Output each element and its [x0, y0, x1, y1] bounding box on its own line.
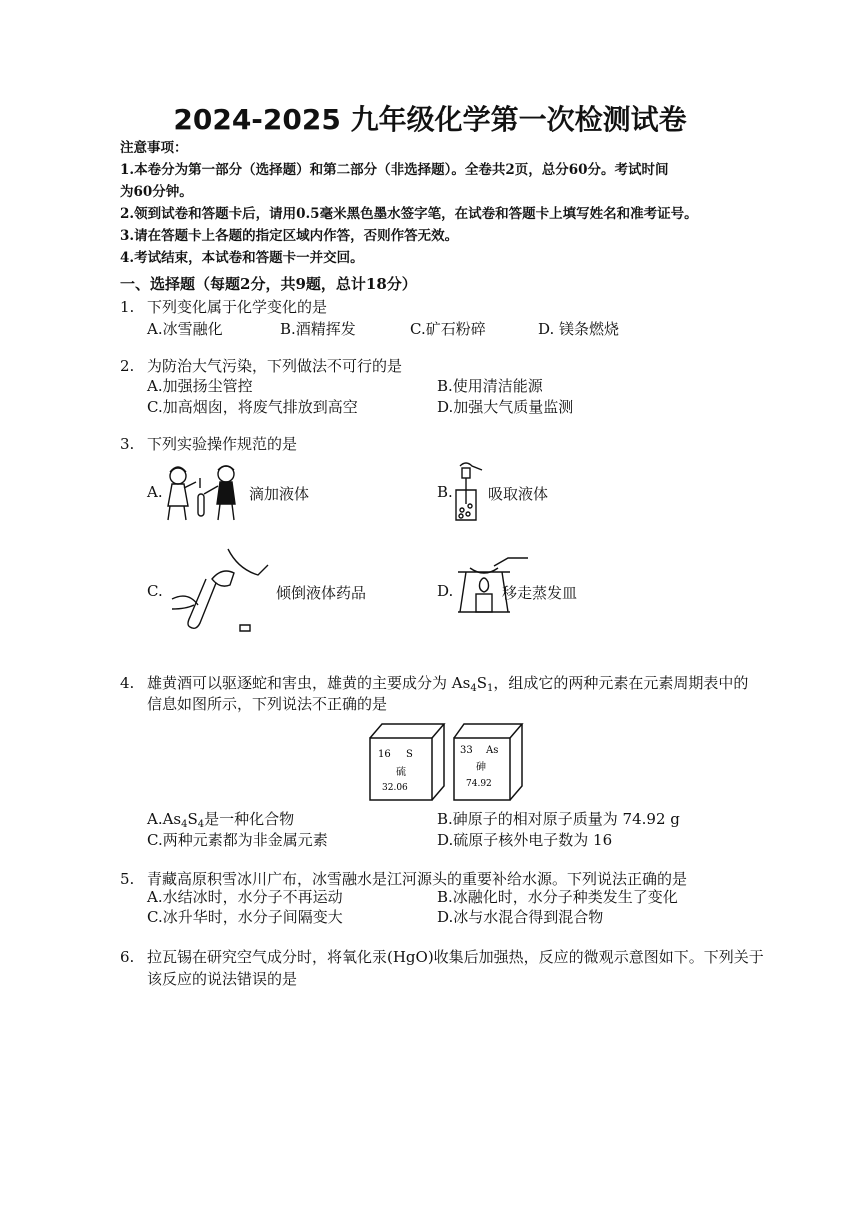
option-a-label: A. [147, 483, 163, 501]
question-stem-line2: 该反应的说法错误的是 [147, 970, 298, 988]
sulfur-name: 硫 [396, 767, 406, 778]
option-b-label: B. [437, 483, 453, 501]
sulfur-number: 16 [378, 749, 391, 760]
notice-line: 1.本卷分为第一部分（选择题）和第二部分（非选择题）。全卷共2页，总分60分。考试时间 [120, 162, 669, 178]
option-b: B.砷原子的相对原子质量为 74.92 g [437, 810, 680, 828]
notice-block [120, 137, 760, 269]
option-a: A.水结冰时，水分子不再运动 [147, 888, 343, 906]
subscript: 1 [486, 683, 494, 694]
notice-line: 4.考试结束，本试卷和答题卡一并交回。 [120, 250, 364, 266]
pouring-liquid-figure [168, 543, 272, 639]
notice-heading: 注意事项： [120, 140, 188, 156]
sulfur-mass: 32.06 [382, 783, 408, 793]
notice-line: 2.领到试卷和答题卡后，请用0.5毫米黑色墨水签字笔，在试卷和答题卡上填写姓名和准考证号。 [120, 206, 698, 222]
subscript: 4 [197, 819, 205, 830]
sulfur-symbol: S [406, 749, 413, 760]
question-number: 5. [120, 870, 135, 888]
question-number: 1. [120, 298, 135, 316]
option-b: B.使用清洁能源 [437, 377, 543, 395]
option-d-label: D. [437, 582, 454, 600]
notice-line: 为60分钟。 [120, 184, 193, 200]
question-stem: 为防治大气污染，下列做法不可行的是 [147, 357, 403, 375]
option-c: C.两种元素都为非金属元素 [147, 831, 328, 849]
option-c: C.加高烟囱，将废气排放到高空 [147, 398, 358, 416]
question-number: 2. [120, 357, 135, 375]
option-d: D.硫原子核外电子数为 16 [437, 831, 613, 849]
option-d: D.冰与水混合得到混合物 [437, 908, 604, 926]
stem-text: ，组成它的两种元素在元素周期表中的 [493, 674, 749, 692]
option-text: S [187, 810, 198, 828]
option-c: C.矿石粉碎 [410, 320, 486, 338]
page-title: 2024-2025 九年级化学第一次检测试卷 [173, 103, 687, 136]
option-text: 是一种化合物 [204, 810, 295, 828]
question-number: 3. [120, 435, 135, 453]
periodic-element-cards [360, 720, 540, 804]
arsenic-symbol: As [486, 745, 499, 756]
question-stem: 下列变化属于化学变化的是 [147, 298, 328, 316]
option-a-caption: 滴加液体 [249, 485, 310, 503]
subscript: 4 [470, 683, 477, 694]
stem-text: 雄黄酒可以驱逐蛇和害虫，雄黄的主要成分为 As [147, 674, 471, 692]
dropper-bottle-figure [450, 460, 490, 526]
option-b-caption: 吸取液体 [488, 485, 549, 503]
section-heading: 一、选择题（每题2分，共9题，总计18分） [120, 275, 417, 293]
option-c-label: C. [147, 582, 163, 600]
question-stem: 青藏高原积雪冰川广布，冰雪融水是江河源头的重要补给水源。下列说法正确的是 [147, 870, 688, 888]
option-d: D. 镁条燃烧 [538, 320, 620, 338]
option-a: A.冰雪融化 [147, 320, 223, 338]
option-d: D.加强大气质量监测 [437, 398, 574, 416]
question-stem-line2: 信息如图所示，下列说法不正确的是 [147, 695, 388, 713]
arsenic-number: 33 [460, 745, 473, 756]
subscript: 4 [181, 819, 188, 830]
option-d-caption: 移走蒸发皿 [502, 584, 578, 602]
question-number: 6. [120, 948, 135, 966]
stem-text: S [476, 674, 487, 692]
option-a: A.加强扬尘管控 [147, 377, 253, 395]
arsenic-mass: 74.92 [466, 779, 492, 789]
arsenic-name: 砷 [476, 762, 486, 773]
option-b: B.冰融化时，水分子种类发生了变化 [437, 888, 678, 906]
question-number: 4. [120, 674, 135, 692]
option-c: C.冰升华时，水分子间隔变大 [147, 908, 343, 926]
option-b: B.酒精挥发 [280, 320, 356, 338]
question-stem: 下列实验操作规范的是 [147, 435, 298, 453]
dropper-kids-figure [160, 460, 244, 526]
question-stem: 拉瓦锡在研究空气成分时，将氧化汞(HgO)收集后加强热，反应的微观示意图如下。下列关于 [147, 948, 764, 966]
option-text: A.As [147, 810, 182, 828]
notice-line: 3.请在答题卡上各题的指定区域内作答，否则作答无效。 [120, 228, 459, 244]
option-c-caption: 倾倒液体药品 [276, 584, 367, 602]
option-a [147, 808, 294, 830]
